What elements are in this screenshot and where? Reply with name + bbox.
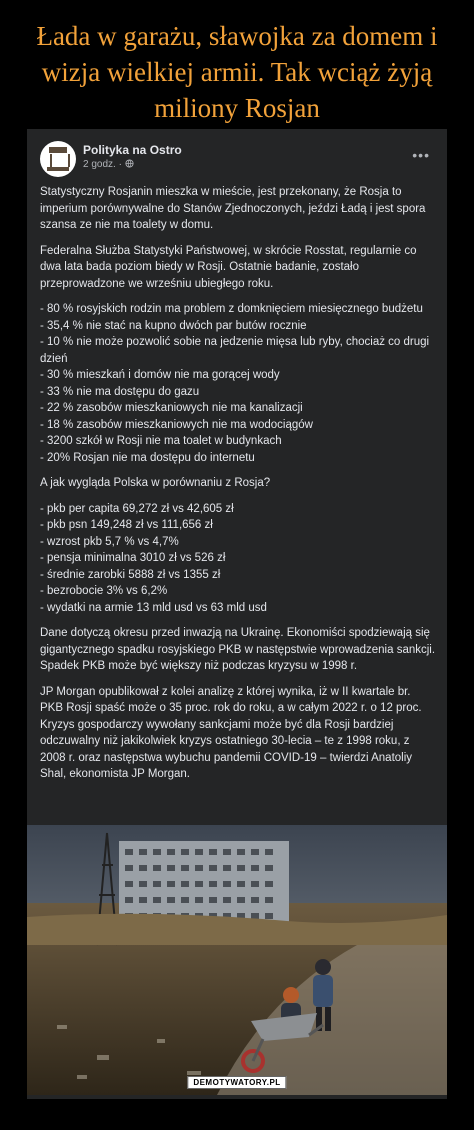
list-item: - pensja minimalna 3010 zł vs 526 zł [40, 552, 226, 564]
list-item: - 3200 szkół w Rosji nie ma toalet w budynkach [40, 435, 282, 447]
watermark: DEMOTYWATORY.PL [187, 1076, 286, 1089]
headline-line: Łada w garażu, sławojka za domem i [36, 21, 438, 51]
list-item: - 33 % nie ma dostępu do gazu [40, 385, 200, 398]
list-item: - bezrobocie 3% vs 6,2% [40, 585, 168, 597]
post-paragraph: A jak wygląda Polska w porównaniu z Rosja? [40, 477, 271, 489]
list-item: - 30 % mieszkań i domów nie ma gorącej wody [40, 369, 280, 381]
list-item: - 80 % rosyjskich rodzin ma problem z domknięciem miesięcznego budżetu [40, 303, 423, 315]
list-item: - 20% Rosjan nie ma dostępu do internetu [40, 451, 255, 464]
building-icon-roof [49, 147, 67, 153]
avatar[interactable] [40, 141, 76, 177]
list-item: - pkb per capita 69,272 zł vs 42,605 zł [40, 502, 234, 515]
list-item: - 22 % zasobów mieszkaniowych nie ma kanalizacji [40, 402, 303, 414]
post-paragraph: Federalna Służba Statystyki Państwowej, w skrócie Rosstat, regularnie co dwa lata bada poziom biedy w Rosji. Ostatnie badanie, zostało przeprowadzone we wrześniu ubiegłego roku. [40, 244, 417, 290]
list-item: - 35,4 % nie stać na kupno dwóch par butów rocznie [40, 319, 307, 332]
list-item: - pkb psn 149,248 zł vs 111,656 zł [40, 519, 213, 531]
post-photo[interactable] [27, 825, 447, 1095]
post-header [40, 141, 434, 177]
post-paragraph: JP Morgan opublikował z kolei analizę z której wynika, iż w II kwartale br. PKB Rosji spaść może o 35 proc. rok do roku, a w całym 2022 r. o 12 proc. Kryzys gospodarczy wywołany sankcjami może być dla Rosji bardziej odczuwalny niż jakikolwiek kryzys ostatniego 30-lecia – te z 1998 roku, z 2008 r. oraz następstwa wybuchu pandemii COVID-19 – twierdzi Anatoliy Shal, ekonomista JP Morgan. [40, 685, 422, 780]
photo-scene [27, 825, 447, 1095]
list-item: - 10 % nie może pozwolić sobie na jedzenie mięsa lub ryby, chociaż co drugi dzień [40, 336, 430, 365]
comparison-list [40, 501, 436, 617]
post-paragraph: Statystyczny Rosjanin mieszka w mieście, jest przekonany, że Rosja to imperium porównywalne do Stanów Zjednoczonych, jeździ Ładą i jest spora szansa ze nie ma toalety w domu. [40, 186, 426, 231]
page-name[interactable]: Polityka na Ostro [83, 143, 182, 157]
list-item: - wzrost pkb 5,7 % vs 4,7% [40, 535, 179, 548]
headline [0, 18, 474, 126]
facebook-post-card [27, 129, 447, 1099]
post-paragraph: Dane dotyczą okresu przed inwazją na Ukrainę. Ekonomiści spodziewają się gigantycznego spadku rosyjskiego PKB w następstwie wprowadzenia sankcji. Spadek PKB może być większy niż podczas kryzysu w 1998 r. [40, 627, 436, 672]
more-options-icon[interactable]: ••• [412, 147, 430, 163]
poverty-list [40, 301, 436, 466]
building-icon-columns [50, 154, 70, 167]
headline-line: miliony Rosjan [154, 93, 320, 123]
building-icon-base [47, 167, 69, 171]
globe-icon [125, 159, 134, 168]
post-body [40, 184, 436, 792]
list-item: - wydatki na armie 13 mld usd vs 63 mld usd [40, 601, 267, 614]
post-time[interactable]: 2 godz. · [83, 159, 125, 170]
list-item: - średnie zarobki 5888 zł vs 1355 zł [40, 568, 221, 581]
list-item: - 18 % zasobów mieszkaniowych nie ma wodociągów [40, 418, 313, 431]
headline-line: wizja wielkiej armii. Tak wciąż żyją [41, 57, 433, 87]
post-meta [83, 159, 134, 170]
